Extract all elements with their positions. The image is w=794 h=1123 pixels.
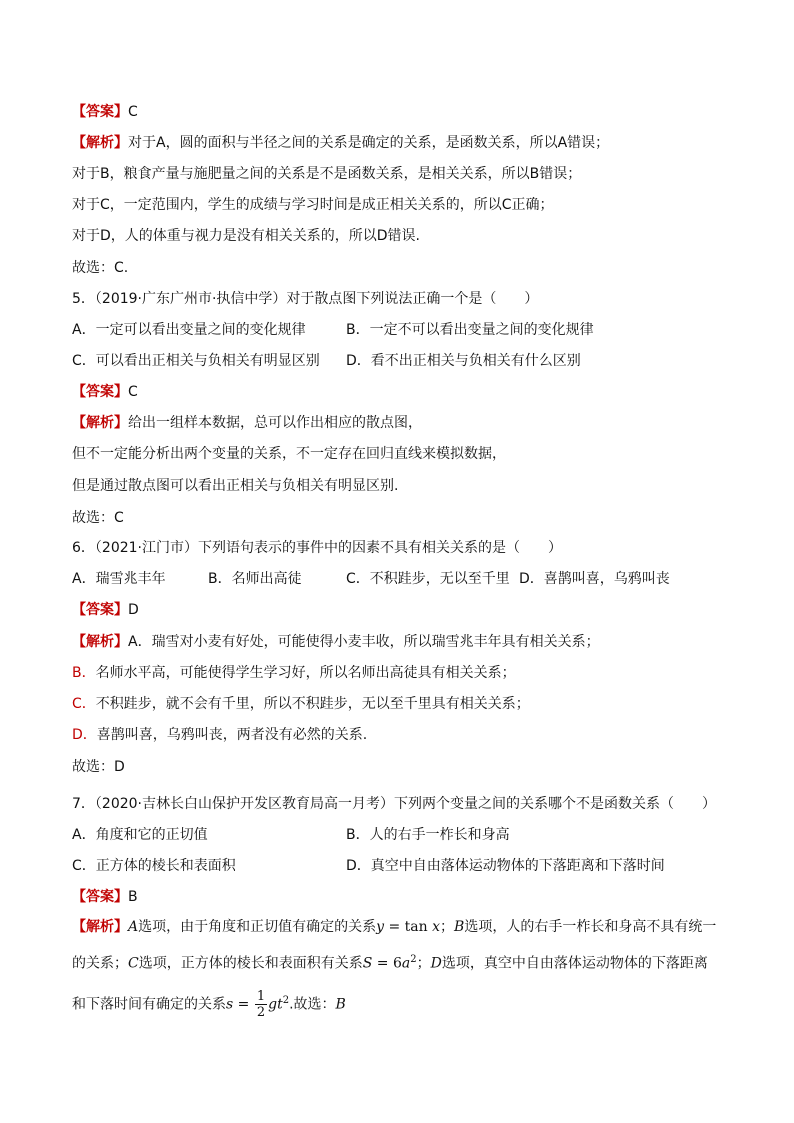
fraction — [255, 989, 267, 1020]
option-b: B．人的右手一柞长和身高 — [346, 827, 510, 843]
answer-line-q5 — [72, 382, 138, 402]
option-b: B．名师出高徒 — [208, 571, 302, 587]
option-letter: C． — [72, 696, 96, 712]
explanation-line — [72, 950, 708, 974]
fraction-numerator: 1 — [256, 989, 266, 1005]
explanation-line — [72, 133, 609, 153]
option-d: D．真空中自由落体运动物体的下落距离和下落时间 — [346, 858, 665, 874]
formula-exponent: 2 — [410, 954, 417, 965]
explanation-text: 不积跬步，就不会有千里，所以不积跬步，无以至千里具有相关关系； — [95, 696, 530, 712]
choose-line: 故选：C — [72, 510, 124, 526]
explanation-text: 选项，真空中自由落体运动物体的下落距离 — [441, 955, 708, 972]
explanation-text: 给出一组样本数据，总可以作出相应的散点图， — [128, 415, 422, 431]
option-c: C．不积跬步，无以至千里 — [346, 571, 510, 587]
explanation-line — [72, 663, 516, 683]
answer-value: B — [128, 889, 138, 905]
formula-var: gt — [268, 996, 283, 1013]
explanation-line — [72, 725, 367, 745]
formula-var: a — [401, 955, 411, 972]
formula-op: = — [233, 996, 254, 1013]
explanation-line — [72, 632, 600, 652]
answer-letter: B — [335, 996, 346, 1013]
option-letter: D — [430, 955, 442, 972]
answer-tag: 【答案】 — [72, 384, 128, 400]
explanation-line: 但是通过散点图可以看出正相关与负相关有明显区别. — [72, 478, 399, 494]
answer-value: D — [128, 602, 139, 618]
explanation-text: 对于A，圆的面积与半径之间的关系是确定的关系，是函数关系，所以A错误； — [128, 135, 610, 151]
explanation-line — [72, 983, 346, 1023]
formula-op: = tan — [384, 919, 433, 935]
option-c: C．可以看出正相关与负相关有明显区别 — [72, 353, 320, 369]
explanation-line: 对于B，粮食产量与施肥量之间的关系是不是函数关系，是相关关系，所以B错误； — [72, 166, 582, 182]
option-letter: A — [128, 919, 139, 935]
formula-var: y — [376, 919, 385, 935]
formula-op: = 6 — [372, 955, 402, 972]
option-a: A．角度和它的正切值 — [72, 827, 208, 843]
explanation-text: 选项，正方体的棱长和表面积有关系 — [138, 955, 363, 972]
formula-var: s — [226, 996, 234, 1013]
explanation-tag: 【解析】 — [72, 415, 128, 431]
option-a: A．瑞雪兆丰年 — [72, 571, 166, 587]
explanation-line — [72, 917, 716, 937]
answer-line-q4 — [72, 102, 138, 122]
explanation-tag: 【解析】 — [72, 634, 128, 650]
formula-var: S — [362, 955, 373, 972]
explanation-text: 喜鹊叫喜，乌鸦叫丧，两者没有必然的关系. — [96, 727, 368, 743]
formula-exponent: 2 — [282, 995, 290, 1006]
explanation-line: 对于C，一定范围内，学生的成绩与学习时间是成正相关关系的，所以C正确； — [72, 197, 554, 213]
answer-line-q7 — [72, 887, 138, 907]
punctuation: ； — [416, 955, 431, 972]
explanation-text: 选项，人的右手一柞长和身高不具有统一 — [464, 919, 717, 935]
formula-var: x — [432, 919, 441, 935]
explanation-text: 和下落时间有确定的关系 — [72, 996, 226, 1013]
answer-value: C — [128, 104, 138, 120]
fraction-denominator: 2 — [256, 1005, 266, 1021]
option-a: A．一定可以看出变量之间的变化规律 — [72, 322, 306, 338]
option-letter: D． — [72, 727, 97, 743]
option-d: D．喜鹊叫喜，乌鸦叫丧 — [519, 571, 670, 587]
explanation-text: A．瑞雪对小麦有好处，可能使得小麦丰收，所以瑞雪兆丰年具有相关关系； — [128, 634, 600, 650]
answer-tag: 【答案】 — [72, 602, 128, 618]
explanation-line: 对于D，人的体重与视力是没有相关关系的，所以D错误. — [72, 228, 421, 244]
explanation-tag: 【解析】 — [72, 919, 128, 935]
answer-tag: 【答案】 — [72, 104, 128, 120]
answer-value: C — [128, 384, 138, 400]
explanation-line: 但不一定能分析出两个变量的关系，不一定存在回归直线来模拟数据， — [72, 446, 506, 462]
option-letter: B — [454, 919, 465, 935]
explanation-text: 选项，由于角度和正切值有确定的关系 — [138, 919, 377, 935]
choose-text: .故选： — [289, 996, 336, 1013]
explanation-line — [72, 413, 422, 433]
question-stem-q6: 6．（2021·江门市）下列语句表示的事件中的因素不具有相关关系的是（ ） — [72, 540, 562, 556]
choose-line: 故选：C. — [72, 260, 129, 276]
option-letter: B． — [72, 665, 96, 681]
explanation-text: 名师水平高，可能使得学生学习好，所以名师出高徒具有相关关系； — [95, 665, 516, 681]
question-stem-q5: 5．（2019·广东广州市·执信中学）对于散点图下列说法正确一个是（ ） — [72, 291, 539, 307]
explanation-text: 的关系； — [72, 955, 128, 972]
answer-line-q6 — [72, 600, 139, 620]
choose-line: 故选：D — [72, 759, 125, 775]
answer-tag: 【答案】 — [72, 889, 128, 905]
question-stem-q7: 7．（2020·吉林长白山保护开发区教育局高一月考）下列两个变量之间的关系哪个不是函数关系（ ） — [72, 796, 716, 812]
punctuation: ； — [440, 919, 455, 935]
option-letter: C — [128, 955, 139, 972]
explanation-line — [72, 694, 530, 714]
explanation-tag: 【解析】 — [72, 135, 128, 151]
option-b: B．一定不可以看出变量之间的变化规律 — [346, 322, 594, 338]
option-d: D．看不出正相关与负相关有什么区别 — [346, 353, 581, 369]
option-c: C．正方体的棱长和表面积 — [72, 858, 236, 874]
